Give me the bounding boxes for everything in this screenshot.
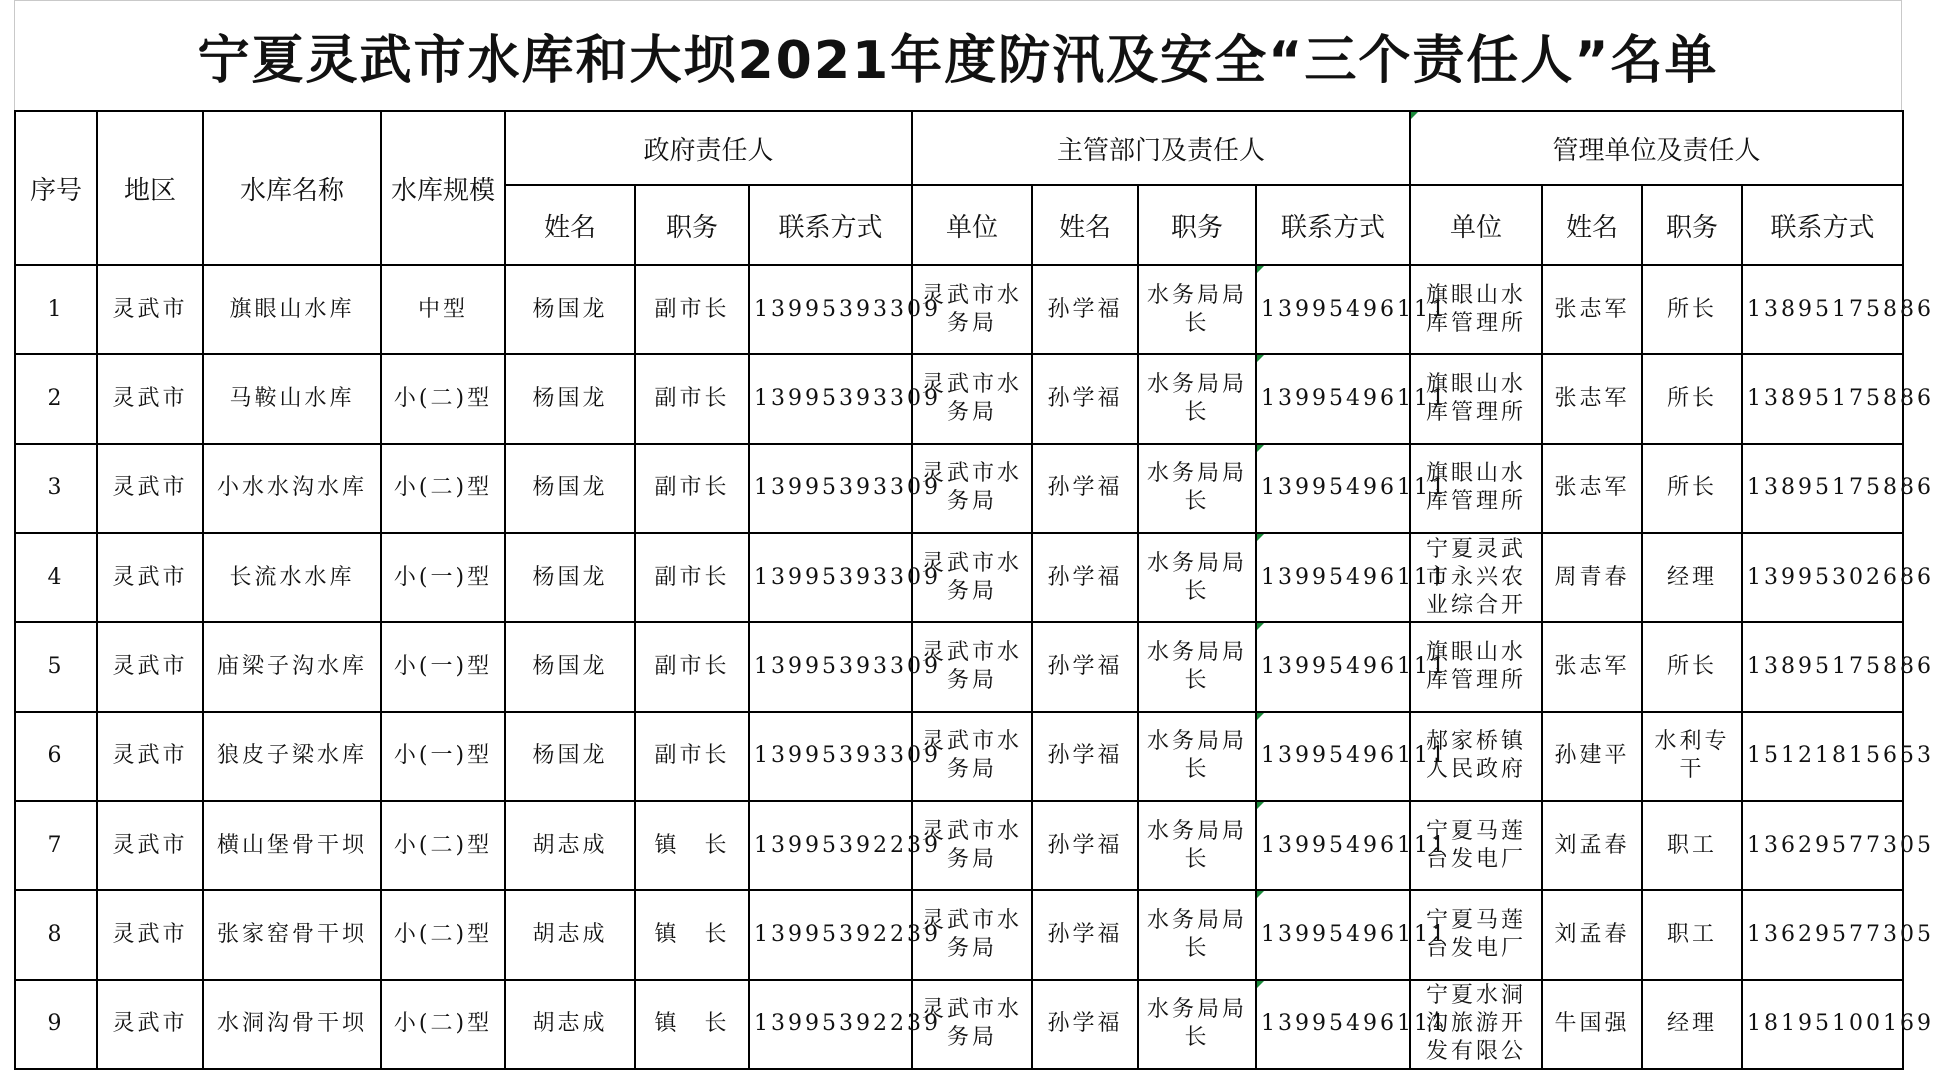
cell-dept-title[interactable]: 水务局局长 <box>1138 980 1256 1069</box>
cell-dept-phone[interactable]: 13995496111 <box>1256 622 1410 711</box>
cell-dept-phone[interactable]: 13995496111 <box>1256 712 1410 801</box>
cell-mgmt-name[interactable]: 刘孟春 <box>1542 890 1642 979</box>
cell-dept-title[interactable]: 水务局局长 <box>1138 890 1256 979</box>
cell-dept-phone[interactable]: 13995496111 <box>1256 890 1410 979</box>
cell-mgmt-phone[interactable]: 18195100169 <box>1742 980 1903 1069</box>
header-gov-title[interactable]: 职务 <box>635 185 749 265</box>
cell-dept-title[interactable]: 水务局局长 <box>1138 533 1256 622</box>
cell-scale[interactable]: 小(一)型 <box>381 622 505 711</box>
cell-gov-phone[interactable]: 13995392239 <box>749 801 912 890</box>
cell-region[interactable]: 灵武市 <box>97 712 203 801</box>
cell-dept-unit[interactable]: 灵武市水务局 <box>912 533 1032 622</box>
cell-mgmt-title[interactable]: 职工 <box>1642 801 1742 890</box>
cell-dept-phone[interactable]: 13995496111 <box>1256 801 1410 890</box>
header-region[interactable]: 地区 <box>97 111 203 265</box>
header-dept-group[interactable]: 主管部门及责任人 <box>912 111 1410 185</box>
cell-gov-name[interactable]: 胡志成 <box>505 890 635 979</box>
cell-gov-title[interactable]: 镇 长 <box>635 801 749 890</box>
cell-mgmt-phone[interactable]: 13895175886 <box>1742 265 1903 354</box>
cell-dept-phone[interactable]: 13995496111 <box>1256 265 1410 354</box>
cell-mgmt-phone[interactable]: 13895175886 <box>1742 444 1903 533</box>
cell-dept-phone[interactable]: 13995496111 <box>1256 533 1410 622</box>
cell-mgmt-unit[interactable]: 旗眼山水库管理所 <box>1410 444 1542 533</box>
cell-dept-unit[interactable]: 灵武市水务局 <box>912 801 1032 890</box>
cell-dept-title[interactable]: 水务局局长 <box>1138 801 1256 890</box>
cell-mgmt-name[interactable]: 周青春 <box>1542 533 1642 622</box>
cell-scale[interactable]: 小(二)型 <box>381 444 505 533</box>
table-row <box>15 354 1903 443</box>
cell-dept-title[interactable]: 水务局局长 <box>1138 444 1256 533</box>
cell-dept-unit[interactable]: 灵武市水务局 <box>912 444 1032 533</box>
cell-dept-unit[interactable]: 灵武市水务局 <box>912 622 1032 711</box>
header-scale[interactable]: 水库规模 <box>381 111 505 265</box>
header-mgmt-title[interactable]: 职务 <box>1642 185 1742 265</box>
cell-gov-title[interactable]: 副市长 <box>635 712 749 801</box>
cell-dept-name[interactable]: 孙学福 <box>1032 622 1138 711</box>
cell-dept-name[interactable]: 孙学福 <box>1032 712 1138 801</box>
cell-gov-name[interactable]: 胡志成 <box>505 980 635 1069</box>
cell-mgmt-name[interactable]: 张志军 <box>1542 265 1642 354</box>
cell-seq[interactable]: 9 <box>15 980 97 1069</box>
cell-mgmt-phone[interactable]: 13895175886 <box>1742 354 1903 443</box>
table-row <box>15 801 1903 890</box>
header-seq[interactable]: 序号 <box>15 111 97 265</box>
cell-gov-name[interactable]: 杨国龙 <box>505 712 635 801</box>
header-row-groups <box>15 111 1903 185</box>
cell-seq[interactable]: 3 <box>15 444 97 533</box>
cell-gov-phone[interactable]: 13995393309 <box>749 533 912 622</box>
cell-mgmt-title[interactable]: 水利专干 <box>1642 712 1742 801</box>
cell-scale[interactable]: 小(二)型 <box>381 801 505 890</box>
cell-gov-name[interactable]: 杨国龙 <box>505 444 635 533</box>
cell-mgmt-title[interactable]: 所长 <box>1642 444 1742 533</box>
cell-gov-phone[interactable]: 13995392239 <box>749 980 912 1069</box>
cell-gov-name[interactable]: 杨国龙 <box>505 533 635 622</box>
header-mgmt-name[interactable]: 姓名 <box>1542 185 1642 265</box>
cell-mgmt-unit[interactable]: 宁夏灵武市永兴农业综合开 <box>1410 533 1542 622</box>
cell-dept-unit[interactable]: 灵武市水务局 <box>912 980 1032 1069</box>
cell-dept-name[interactable]: 孙学福 <box>1032 801 1138 890</box>
cell-dept-title[interactable]: 水务局局长 <box>1138 354 1256 443</box>
cell-mgmt-name[interactable]: 刘孟春 <box>1542 801 1642 890</box>
cell-dept-name[interactable]: 孙学福 <box>1032 890 1138 979</box>
cell-mgmt-title[interactable]: 经理 <box>1642 533 1742 622</box>
table-row <box>15 444 1903 533</box>
cell-dept-phone[interactable]: 13995496111 <box>1256 354 1410 443</box>
cell-scale[interactable]: 小(二)型 <box>381 980 505 1069</box>
cell-gov-phone[interactable]: 13995393309 <box>749 712 912 801</box>
cell-gov-title[interactable]: 副市长 <box>635 444 749 533</box>
cell-mgmt-unit[interactable]: 旗眼山水库管理所 <box>1410 354 1542 443</box>
cell-dept-unit[interactable]: 灵武市水务局 <box>912 890 1032 979</box>
cell-mgmt-unit[interactable]: 宁夏马莲台发电厂 <box>1410 801 1542 890</box>
table-row <box>15 533 1903 622</box>
cell-region[interactable]: 灵武市 <box>97 354 203 443</box>
cell-gov-title[interactable]: 镇 长 <box>635 980 749 1069</box>
cell-dept-phone[interactable]: 13995496111 <box>1256 444 1410 533</box>
header-gov-group[interactable]: 政府责任人 <box>505 111 912 185</box>
cell-seq[interactable]: 4 <box>15 533 97 622</box>
cell-mgmt-title[interactable]: 经理 <box>1642 980 1742 1069</box>
cell-reservoir-name[interactable]: 横山堡骨干坝 <box>203 801 381 890</box>
cell-mgmt-phone[interactable]: 13895175886 <box>1742 622 1903 711</box>
responsibility-table <box>14 110 1934 1070</box>
cell-gov-phone[interactable]: 13995393309 <box>749 444 912 533</box>
cell-region[interactable]: 灵武市 <box>97 801 203 890</box>
header-dept-phone[interactable]: 联系方式 <box>1256 185 1410 265</box>
cell-scale[interactable]: 小(一)型 <box>381 533 505 622</box>
header-dept-unit[interactable]: 单位 <box>912 185 1032 265</box>
cell-mgmt-unit[interactable]: 旗眼山水库管理所 <box>1410 265 1542 354</box>
table-row <box>15 980 1903 1069</box>
cell-gov-name[interactable]: 杨国龙 <box>505 622 635 711</box>
cell-region[interactable]: 灵武市 <box>97 265 203 354</box>
header-gov-name[interactable]: 姓名 <box>505 185 635 265</box>
cell-seq[interactable]: 8 <box>15 890 97 979</box>
cell-scale[interactable]: 小(二)型 <box>381 890 505 979</box>
cell-seq[interactable]: 1 <box>15 265 97 354</box>
cell-gov-phone[interactable]: 13995393309 <box>749 622 912 711</box>
cell-gov-name[interactable]: 杨国龙 <box>505 265 635 354</box>
cell-mgmt-title[interactable]: 所长 <box>1642 622 1742 711</box>
table-row <box>15 265 1903 354</box>
header-mgmt-unit[interactable]: 单位 <box>1410 185 1542 265</box>
cell-gov-name[interactable]: 胡志成 <box>505 801 635 890</box>
cell-reservoir-name[interactable]: 小水水沟水库 <box>203 444 381 533</box>
cell-gov-title[interactable]: 副市长 <box>635 533 749 622</box>
cell-mgmt-name[interactable]: 孙建平 <box>1542 712 1642 801</box>
cell-mgmt-name[interactable]: 张志军 <box>1542 444 1642 533</box>
cell-scale[interactable]: 小(一)型 <box>381 712 505 801</box>
cell-dept-title[interactable]: 水务局局长 <box>1138 622 1256 711</box>
cell-reservoir-name[interactable]: 庙梁子沟水库 <box>203 622 381 711</box>
cell-reservoir-name[interactable]: 狼皮子梁水库 <box>203 712 381 801</box>
cell-mgmt-unit[interactable]: 宁夏马莲台发电厂 <box>1410 890 1542 979</box>
cell-dept-unit[interactable]: 灵武市水务局 <box>912 265 1032 354</box>
header-dept-name[interactable]: 姓名 <box>1032 185 1138 265</box>
cell-dept-name[interactable]: 孙学福 <box>1032 265 1138 354</box>
cell-mgmt-unit[interactable]: 旗眼山水库管理所 <box>1410 622 1542 711</box>
cell-mgmt-phone[interactable]: 13629577305 <box>1742 801 1903 890</box>
cell-mgmt-phone[interactable]: 13629577305 <box>1742 890 1903 979</box>
cell-gov-title[interactable]: 副市长 <box>635 265 749 354</box>
cell-mgmt-unit[interactable]: 郝家桥镇人民政府 <box>1410 712 1542 801</box>
cell-dept-unit[interactable]: 灵武市水务局 <box>912 354 1032 443</box>
header-mgmt-group[interactable]: 管理单位及责任人 <box>1410 111 1903 185</box>
header-gov-phone[interactable]: 联系方式 <box>749 185 912 265</box>
cell-seq[interactable]: 5 <box>15 622 97 711</box>
header-reservoir-name[interactable]: 水库名称 <box>203 111 381 265</box>
cell-gov-phone[interactable]: 13995393309 <box>749 354 912 443</box>
table-row <box>15 622 1903 711</box>
cell-scale[interactable]: 小(二)型 <box>381 354 505 443</box>
cell-dept-title[interactable]: 水务局局长 <box>1138 265 1256 354</box>
cell-mgmt-title[interactable]: 职工 <box>1642 890 1742 979</box>
cell-gov-phone[interactable]: 13995392239 <box>749 890 912 979</box>
cell-gov-name[interactable]: 杨国龙 <box>505 354 635 443</box>
cell-mgmt-name[interactable]: 张志军 <box>1542 622 1642 711</box>
cell-region[interactable]: 灵武市 <box>97 622 203 711</box>
cell-gov-title[interactable]: 副市长 <box>635 622 749 711</box>
cell-gov-title[interactable]: 镇 长 <box>635 890 749 979</box>
cell-reservoir-name[interactable]: 水洞沟骨干坝 <box>203 980 381 1069</box>
page-title[interactable]: 宁夏灵武市水库和大坝2021年度防汛及安全“三个责任人”名单 <box>14 0 1902 110</box>
cell-gov-phone[interactable]: 13995393309 <box>749 265 912 354</box>
cell-region[interactable]: 灵武市 <box>97 890 203 979</box>
cell-dept-name[interactable]: 孙学福 <box>1032 980 1138 1069</box>
cell-mgmt-name[interactable]: 牛国强 <box>1542 980 1642 1069</box>
cell-reservoir-name[interactable]: 张家窑骨干坝 <box>203 890 381 979</box>
cell-reservoir-name[interactable]: 旗眼山水库 <box>203 265 381 354</box>
cell-dept-name[interactable]: 孙学福 <box>1032 354 1138 443</box>
cell-seq[interactable]: 2 <box>15 354 97 443</box>
cell-gov-title[interactable]: 副市长 <box>635 354 749 443</box>
cell-reservoir-name[interactable]: 长流水水库 <box>203 533 381 622</box>
cell-region[interactable]: 灵武市 <box>97 444 203 533</box>
cell-region[interactable]: 灵武市 <box>97 980 203 1069</box>
cell-seq[interactable]: 7 <box>15 801 97 890</box>
cell-mgmt-name[interactable]: 张志军 <box>1542 354 1642 443</box>
cell-dept-name[interactable]: 孙学福 <box>1032 444 1138 533</box>
header-dept-title[interactable]: 职务 <box>1138 185 1256 265</box>
cell-region[interactable]: 灵武市 <box>97 533 203 622</box>
cell-dept-phone[interactable]: 13995496111 <box>1256 980 1410 1069</box>
cell-mgmt-title[interactable]: 所长 <box>1642 265 1742 354</box>
cell-scale[interactable]: 中型 <box>381 265 505 354</box>
cell-seq[interactable]: 6 <box>15 712 97 801</box>
header-mgmt-phone[interactable]: 联系方式 <box>1742 185 1903 265</box>
cell-dept-title[interactable]: 水务局局长 <box>1138 712 1256 801</box>
cell-reservoir-name[interactable]: 马鞍山水库 <box>203 354 381 443</box>
cell-mgmt-phone[interactable]: 13995302686 <box>1742 533 1903 622</box>
table-row <box>15 712 1903 801</box>
table-row <box>15 890 1903 979</box>
cell-mgmt-phone[interactable]: 15121815653 <box>1742 712 1903 801</box>
cell-mgmt-title[interactable]: 所长 <box>1642 354 1742 443</box>
cell-dept-unit[interactable]: 灵武市水务局 <box>912 712 1032 801</box>
cell-mgmt-unit[interactable]: 宁夏水洞沟旅游开发有限公 <box>1410 980 1542 1069</box>
cell-dept-name[interactable]: 孙学福 <box>1032 533 1138 622</box>
